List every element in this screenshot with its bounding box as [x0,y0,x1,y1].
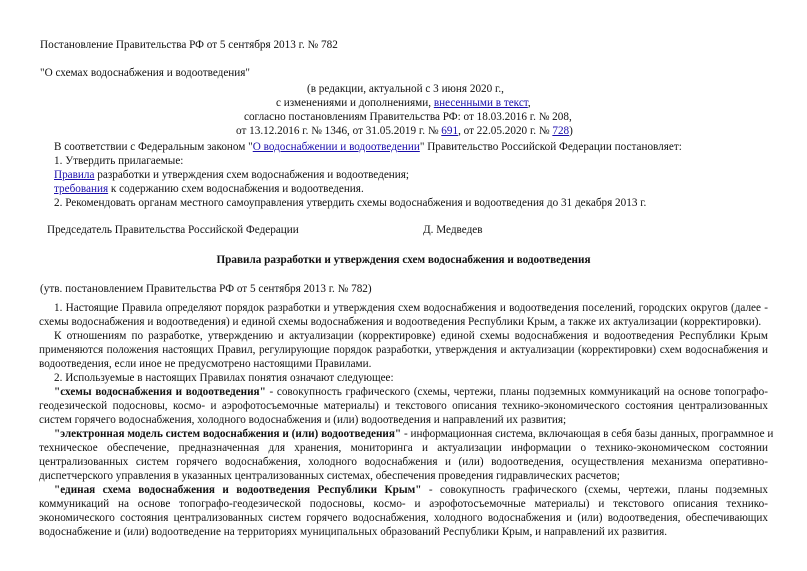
definition-3-text: - совокупность графического (схемы, чертежи, планы подземных [421,484,769,496]
definition-3-line-2: коммуникаций на основе топографо-геодезической подосновы, космо- и аэрофотосъемочные материалы) и текстового описания технико- [39,498,768,510]
signature-position: Председатель Правительства Российской Федерации [47,224,299,236]
definition-2-line-3: централизованных систем горячего водоснабжения, холодного водоснабжения и (или) водоотведения, осуществления механизма оперативно- [39,456,768,468]
requirements-item-text: к содержанию схем водоснабжения и водоотведения. [108,183,364,195]
federal-law-link[interactable]: О водоснабжении и водоотведении [252,141,420,153]
definition-3-term: "единая схема водоснабжения и водоотведения Республики Крым" [54,484,422,496]
revision-line-1: (в редакции, актуальной с 3 июня 2020 г., [307,83,504,95]
revision-line-4-text-a: от 13.12.2016 г. № 1346, от 31.05.2019 г. № [236,125,442,137]
rules-paragraph-2-line-3: водоотведения, если иное не предусмотрено настоящими Правилами. [39,358,372,370]
rules-title: Правила разработки и утверждения схем водоснабжения и водоотведения [216,254,591,266]
revision-line-2 [276,96,531,110]
requirements-item [54,182,364,196]
requirements-link[interactable]: требования [54,183,109,195]
revision-line-4-text-c: ) [569,125,573,137]
document-subject: "О схемах водоснабжения и водоотведения" [40,67,250,79]
preamble-text-b: " Правительство Российской Федерации постановляет: [419,141,682,153]
definition-3-line-1 [54,483,768,497]
rules-paragraph-1-line-2: схемы водоснабжения и водоотведения) и единой схемы водоснабжения и водоотведения Республики Крым, а также их актуализации (корректировки). [39,316,762,328]
revision-line-2-text: с изменениями и дополнениями, [276,97,434,109]
preamble-text-a: В соответствии с Федеральным законом " [54,141,253,153]
definition-2-line-4: диспетчерского управления в указанных централизованных системах, обеспечения проведения гидравлических расчетов; [39,470,620,482]
decree-728-link[interactable]: 728 [552,125,570,137]
approve-item: 1. Утвердить прилагаемые: [54,155,184,167]
definition-3-line-3: экономического состояния централизованных систем горячего водоснабжения, холодного водоснабжения и (или) водоотведения, обеспечивающих [39,512,768,524]
rules-item-text: разработки и утверждения схем водоснабжения и водоотведения; [94,169,410,181]
definition-1-line-1 [54,385,768,399]
definition-2-line-2: техническое обеспечение, предназначенная для хранения, мониторинга и актуализации информации о технико-экономическом состоянии [39,442,768,454]
revision-line-3: согласно постановлениям Правительства РФ: от 18.03.2016 г. № 208, [244,111,572,123]
definition-1-text: - совокупность графического (схемы, чертежи, планы подземных коммуникаций на основе топографо- [265,386,768,398]
rules-paragraph-3: 2. Используемые в настоящих Правилах понятия означают следующее: [54,372,394,384]
recommend-item: 2. Рекомендовать органам местного самоуправления утвердить схемы водоснабжения и водоотведения до 31 декабря 2013 г. [54,197,647,209]
definition-2-term: "электронная модель систем водоснабжения и (или) водоотведения" [54,428,402,440]
definition-2-text: - информационная система, включающая в себя базы данных, программное и [401,428,774,440]
rules-approval-note: (утв. постановлением Правительства РФ от 5 сентября 2013 г. № 782) [40,283,372,295]
revision-line-2-comma: , [527,97,531,109]
definition-3-line-4: водоснабжение и (или) водоотведение на территориях муниципальных образований Республики Крым, и направлений их развития. [39,526,668,538]
definition-1-line-2: геодезической подосновы, космо- и аэрофотосъемочные материалы) и текстового описания технико-экономического состояния централизованных [39,400,768,412]
definition-1-term: "схемы водоснабжения и водоотведения" [54,386,266,398]
decree-691-link[interactable]: 691 [441,125,459,137]
definition-1-line-3: систем горячего водоснабжения, холодного водоснабжения и (или) водоотведения и направлений их развития; [39,414,567,426]
amendments-link[interactable]: внесенными в текст [433,97,528,109]
rules-item [54,168,409,182]
preamble-paragraph [54,140,682,154]
rules-paragraph-1-line-1: 1. Настоящие Правила определяют порядок разработки и утверждения схем водоснабжения и водоотведения поселений, городских округов (далее - [54,302,768,314]
rules-paragraph-2-line-2: применяются положения настоящих Правил, регулирующие порядок разработки, утверждения и актуализации (корректировки) схем водоснабжения и [39,344,768,356]
definition-2-line-1 [54,427,774,441]
signature-name: Д. Медведев [423,224,483,236]
revision-line-4 [236,124,573,138]
document-title: Постановление Правительства РФ от 5 сентября 2013 г. № 782 [40,39,338,51]
rules-paragraph-2-line-1: К отношениям по разработке, утверждению и актуализации (корректировке) единой схемы водоснабжения и водоотведения Республики Крым [54,330,768,342]
revision-line-4-text-b: , от 22.05.2020 г. № [458,125,553,137]
rules-link[interactable]: Правила [54,169,95,181]
